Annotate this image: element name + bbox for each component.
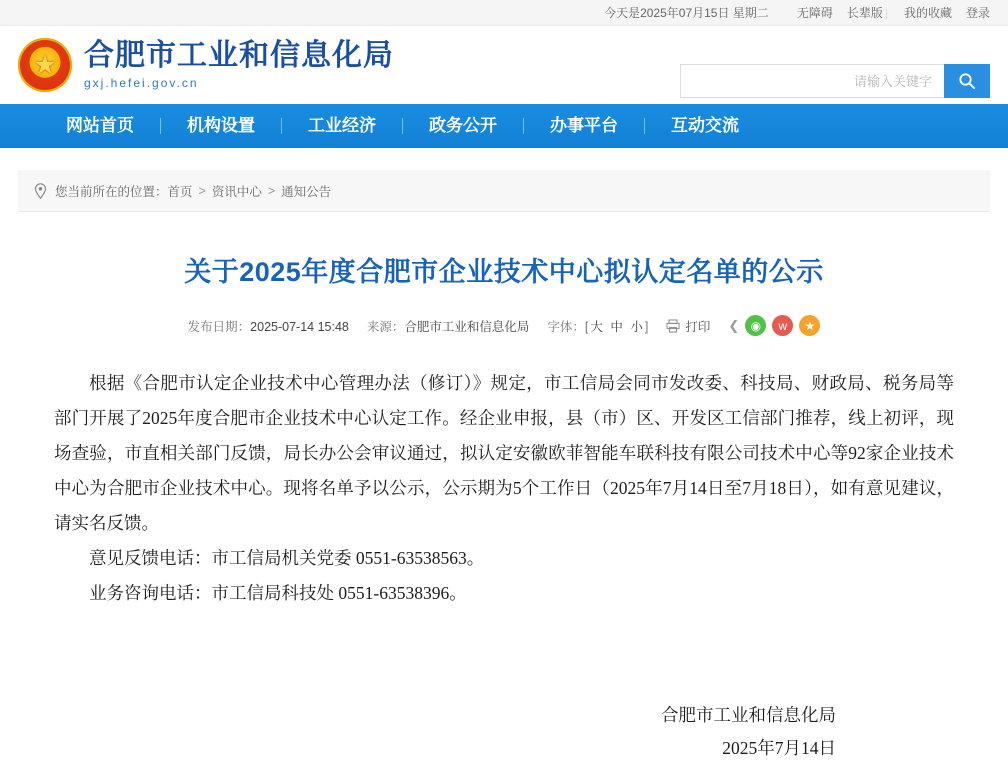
breadcrumb-item-news-center[interactable]: 资讯中心 [211, 184, 262, 199]
search-icon [958, 72, 976, 90]
publish-date-value: 2025-07-14 15:48 [250, 319, 349, 334]
topbar-divider: | [884, 5, 888, 20]
today-date-text: 今天是2025年07月15日 星期二 [604, 6, 769, 20]
printer-icon [666, 319, 680, 333]
source-label: 来源： [366, 319, 405, 334]
breadcrumb-item-home[interactable]: 首页 [167, 184, 193, 199]
font-size-large[interactable]: 大 [590, 319, 603, 334]
nav-item-home[interactable]: 网站首页 [66, 116, 134, 135]
page-title: 关于2025年度合肥市企业技术中心拟认定名单的公示 [184, 257, 824, 287]
weibo-share-icon[interactable]: w [772, 315, 793, 336]
national-emblem-icon [18, 38, 72, 92]
font-size-medium[interactable]: 中 [610, 319, 623, 334]
article-container [0, 250, 1008, 766]
breadcrumb-separator: > [267, 183, 276, 198]
article-paragraph-3: 业务咨询电话：市工信局科技处 0551-63538396。 [89, 583, 467, 603]
nav-item-interaction[interactable]: 互动交流 [671, 116, 739, 135]
nav-item-organization[interactable]: 机构设置 [187, 116, 255, 135]
site-logo[interactable] [18, 38, 394, 92]
accessibility-link[interactable]: 无障碍 [796, 6, 833, 20]
article-paragraph-1: 根据《合肥市认定企业技术中心管理办法（修订）》规定，市工信局会同市发改委、科技局、财政局、税务局等部门开展了2025年度合肥市企业技术中心认定工作。经企业申报，县（市）区、开发区工信部门推荐，线上初评，现场查验，市直相关部门反馈，局长办公会审议通过，拟认定安徽欧菲智能车联科技有限公司技术中心等92家企业技术中心为合肥市企业技术中心。现将名单予以公示，公示期为5个工作日（2025年7月14日至7月18日），如有意见建议，请实名反馈。 [54, 373, 954, 533]
font-size-label: 字体： [547, 319, 585, 334]
source-value: 合肥市工业和信息化局 [404, 319, 530, 334]
favorite-star-icon[interactable]: ★ [799, 315, 820, 336]
signature-date: 2025年7月14日 [722, 738, 836, 759]
main-navigation [0, 104, 1008, 148]
site-domain: gxj.hefei.gov.cn [84, 75, 199, 90]
breadcrumb-prefix: 您当前所在的位置： [55, 184, 168, 199]
breadcrumb [18, 170, 990, 212]
article-source [367, 317, 530, 335]
elder-version-link[interactable]: 长辈版 [846, 6, 883, 20]
article-paragraph-2: 意见反馈电话：市工信局机关党委 0551-63538563。 [89, 548, 485, 568]
location-pin-icon [34, 183, 47, 199]
print-label: 打印 [685, 319, 711, 334]
share-icon[interactable]: ❮ [728, 317, 740, 333]
my-favorites-link[interactable]: 我的收藏 [903, 6, 952, 20]
nav-item-government-affairs[interactable]: 政务公开 [429, 116, 497, 135]
article-signature [54, 699, 954, 766]
search-box [680, 64, 990, 98]
share-group [728, 315, 820, 336]
nav-item-service-platform[interactable]: 办事平台 [550, 116, 618, 135]
search-input[interactable] [680, 64, 944, 98]
article-meta [54, 315, 954, 350]
search-button[interactable] [944, 64, 990, 98]
font-size-small[interactable]: 小 [630, 319, 643, 334]
print-button[interactable] [666, 317, 710, 335]
breadcrumb-separator: > [198, 183, 206, 198]
publish-date-label: 发布日期： [187, 319, 251, 334]
top-utility-bar [0, 0, 1008, 26]
article-body [54, 366, 954, 611]
wechat-share-icon[interactable]: ◉ [745, 315, 766, 336]
breadcrumb-item-announcements[interactable]: 通知公告 [281, 184, 332, 199]
site-title: 合肥市工业和信息化局 [84, 39, 394, 73]
nav-item-industrial-economy[interactable]: 工业经济 [308, 116, 376, 135]
font-size-control: 字体：[ 大 中 小 ] [547, 319, 649, 334]
publish-date [188, 317, 349, 335]
signature-organization: 合肥市工业和信息化局 [661, 705, 836, 725]
login-link[interactable]: 登录 [965, 6, 990, 20]
site-header [0, 26, 1008, 104]
